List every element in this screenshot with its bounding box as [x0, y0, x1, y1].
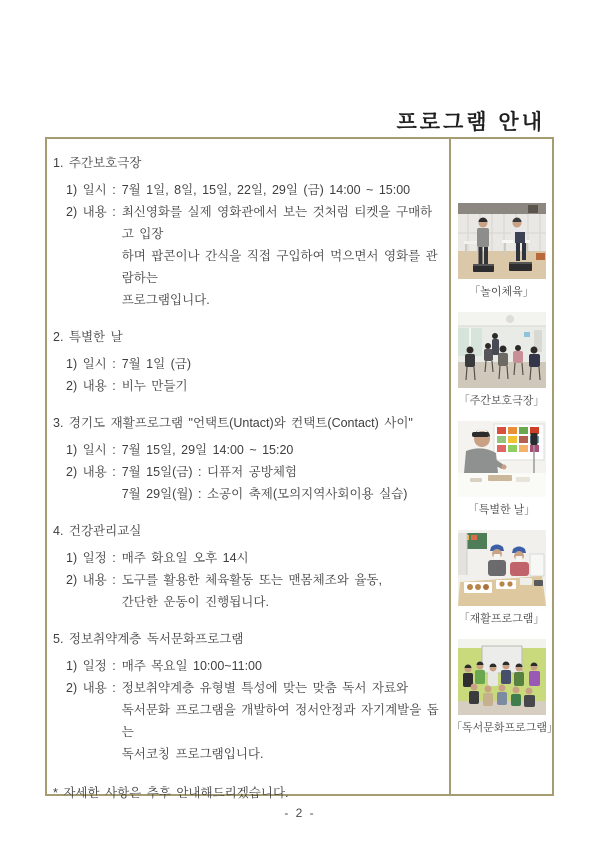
section-item: [66, 439, 441, 461]
photo-daycare-theater-image: [458, 312, 546, 388]
item-line: 정보취약계층 유형별 특성에 맞는 맞춤 독서 자료와: [121, 681, 409, 695]
section-item: [66, 201, 441, 311]
section-heading: 2. 특별한 날: [53, 330, 123, 344]
section-heading: 1. 주간보호극장: [53, 156, 142, 170]
item-line: 비누 만들기: [121, 379, 188, 393]
item-line: 독서문화 프로그램을 개발하여 정서안정과 자기계발을 돕는: [121, 703, 439, 739]
section-rehab-program: [53, 415, 441, 505]
item-line: 하며 팝콘이나 간식을 직접 구입하여 먹으면서 영화를 관람하는: [121, 249, 438, 285]
section-item: [66, 353, 441, 375]
section-heading: 5. 정보취약계층 독서문화프로그램: [53, 632, 244, 646]
item-line: 7월 15일(금) : 디퓨저 공방체험: [121, 465, 297, 479]
item-label: 1) 일정 :: [66, 551, 116, 565]
section-health-class: [53, 523, 441, 613]
item-label: 2) 내용 :: [66, 681, 116, 695]
section-item: [66, 547, 441, 569]
page-title: 프로그램 안내: [393, 106, 548, 141]
photo-caption: 「놀이체육」: [469, 286, 534, 298]
photo-column: [449, 139, 559, 794]
photo-block-rehab-program: [451, 530, 552, 626]
photo-caption: 「독서문화프로그램」: [451, 722, 559, 734]
photo-rehab-program-image: [458, 530, 546, 606]
item-label: 1) 일시 :: [66, 183, 116, 197]
item-label: 1) 일시 :: [66, 357, 116, 371]
photo-play-sports-image: [458, 203, 546, 279]
item-label: 2) 내용 :: [66, 573, 116, 587]
photo-block-special-day: [451, 421, 552, 517]
section-item: [66, 569, 441, 613]
photo-reading-program-image: [458, 639, 546, 715]
item-label: 1) 일정 :: [66, 659, 116, 673]
item-line: 7월 1일 (금): [121, 357, 192, 371]
item-line: 7월 29일(월) : 소공이 축제(모의지역사회이용 실습): [121, 487, 408, 501]
item-line: 독서코칭 프로그램입니다.: [121, 747, 264, 761]
section-item: [66, 677, 441, 765]
item-line: 매주 화요일 오후 14시: [121, 551, 249, 565]
section-item: [66, 375, 441, 397]
item-line: 최신영화를 실제 영화관에서 보는 것처럼 티켓을 구매하고 입장: [121, 205, 433, 241]
item-label: 1) 일시 :: [66, 443, 116, 457]
item-line: 7월 1일, 8일, 15일, 22일, 29일 (금) 14:00 ~ 15:00: [121, 183, 411, 197]
item-label: 2) 내용 :: [66, 205, 116, 219]
section-heading: 4. 건강관리교실: [53, 524, 142, 538]
photo-block-reading-program: [451, 639, 559, 735]
photo-special-day-image: [458, 421, 546, 497]
item-label: 2) 내용 :: [66, 379, 116, 393]
section-special-day: [53, 329, 441, 397]
section-heading: 3. 경기도 재활프로그램 "언택트(Untact)와 컨택트(Contact) 사이": [53, 416, 413, 430]
item-line: 7월 15일, 29일 14:00 ~ 15:20: [121, 443, 294, 457]
program-text-column: [47, 139, 449, 800]
photo-caption: 「주간보호극장」: [458, 395, 545, 407]
section-reading-program: [53, 631, 441, 765]
photo-caption: 「특별한 날」: [467, 504, 536, 516]
photo-caption: 「재활프로그램」: [458, 613, 545, 625]
page-number: - 2 -: [284, 806, 316, 820]
section-daycare-theater: [53, 155, 441, 311]
section-item: [66, 461, 441, 505]
item-line: 간단한 운동이 진행됩니다.: [121, 595, 269, 609]
item-line: 도구를 활용한 체육활동 또는 맨몸체조와 율동,: [121, 573, 382, 587]
photo-block-play-sports: [451, 203, 552, 299]
item-line: 프로그램입니다.: [121, 293, 210, 307]
section-item: [66, 179, 441, 201]
item-line: 매주 목요일 10:00~11:00: [121, 659, 262, 673]
section-item: [66, 655, 441, 677]
item-label: 2) 내용 :: [66, 465, 116, 479]
footnote: * 자세한 사항은 추후 안내해드리겠습니다.: [53, 786, 289, 800]
program-table: [45, 137, 559, 800]
photo-block-daycare-theater: [451, 312, 552, 408]
